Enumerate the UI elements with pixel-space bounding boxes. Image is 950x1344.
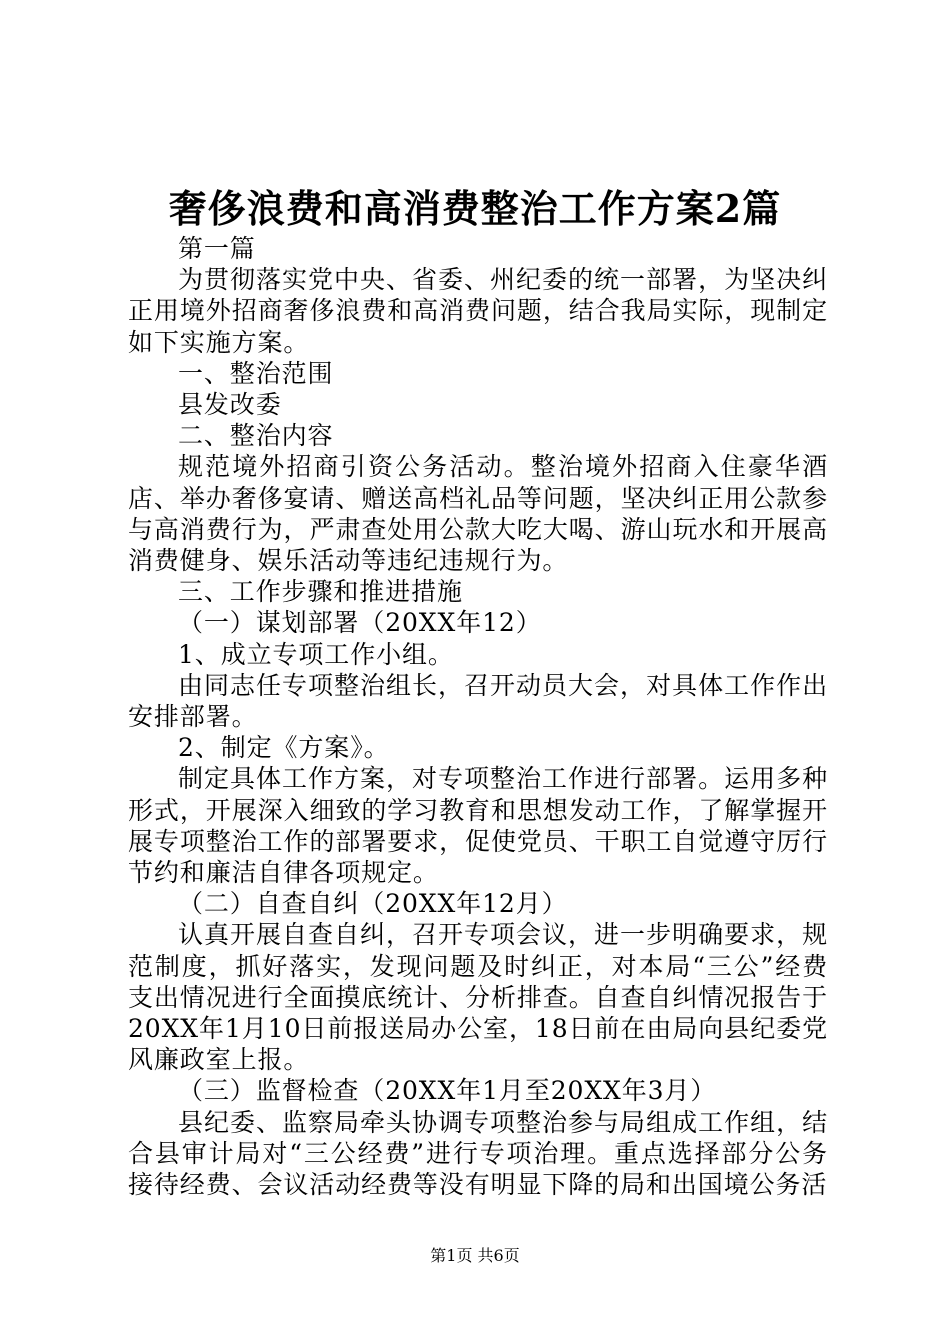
subsection-heading: （二）自查自纠（20XX年12月） (178, 889, 568, 919)
list-item: 2、制定《方案》。 (178, 733, 390, 763)
paragraph: 制定具体工作方案，对专项整治工作进行部署。运用多种形式，开展深入细致的学习教育和思想发动工作，了解掌握开展专项整治工作的部署要求，促使党员、干职工自觉遵守厉行节约和廉洁自律各项规定。 (128, 764, 828, 888)
page-number-footer: 第1页 共6页 (430, 1246, 520, 1265)
paragraph: 规范境外招商引资公务活动。整治境外招商入住豪华酒店、举办奢侈宴请、赠送高档礼品等问题，坚决纠正用公款参与高消费行为，严肃查处用公款大吃大喝、游山玩水和开展高消费健身、娱乐活动等违纪违规行为。 (128, 452, 828, 576)
paragraph: 为贯彻落实党中央、省委、州纪委的统一部署，为坚决纠正用境外招商奢侈浪费和高消费问题，结合我局实际，现制定如下实施方案。 (128, 265, 828, 357)
section-heading: 一、整治范围 (178, 358, 334, 388)
paragraph: 县发改委 (178, 390, 282, 420)
paragraph: 第一篇 (178, 234, 256, 263)
paragraph: 认真开展自查自纠，召开专项会议，进一步明确要求，规范制度，抓好落实，发现问题及时纠正，对本局“三公”经费支出情况进行全面摸底统计、分析排查。自查自纠情况报告于20XX年1月10日前报送局办公室，18日前在由局向县纪委党风廉政室上报。 (128, 920, 828, 1075)
section-heading: 三、工作步骤和推进措施 (178, 577, 463, 607)
document-title: 奢侈浪费和高消费整治工作方案2篇 (168, 186, 782, 231)
section-heading: 二、整治内容 (178, 421, 334, 451)
list-item: 1、成立专项工作小组。 (178, 639, 454, 669)
subsection-heading: （三）监督检查（20XX年1月至20XX年3月） (178, 1076, 717, 1106)
paragraph: 县纪委、监察局牵头协调专项整治参与局组成工作组，结合县审计局对“三公经费”进行专项治理。重点选择部分公务接待经费、会议活动经费等没有明显下降的局和出国境公务活 (128, 1107, 828, 1200)
document-body (128, 233, 828, 1200)
subsection-heading: （一）谋划部署（20XX年12） (178, 608, 542, 638)
paragraph: 由同志任专项整治组长，召开动员大会，对具体工作作出安排部署。 (128, 670, 828, 732)
